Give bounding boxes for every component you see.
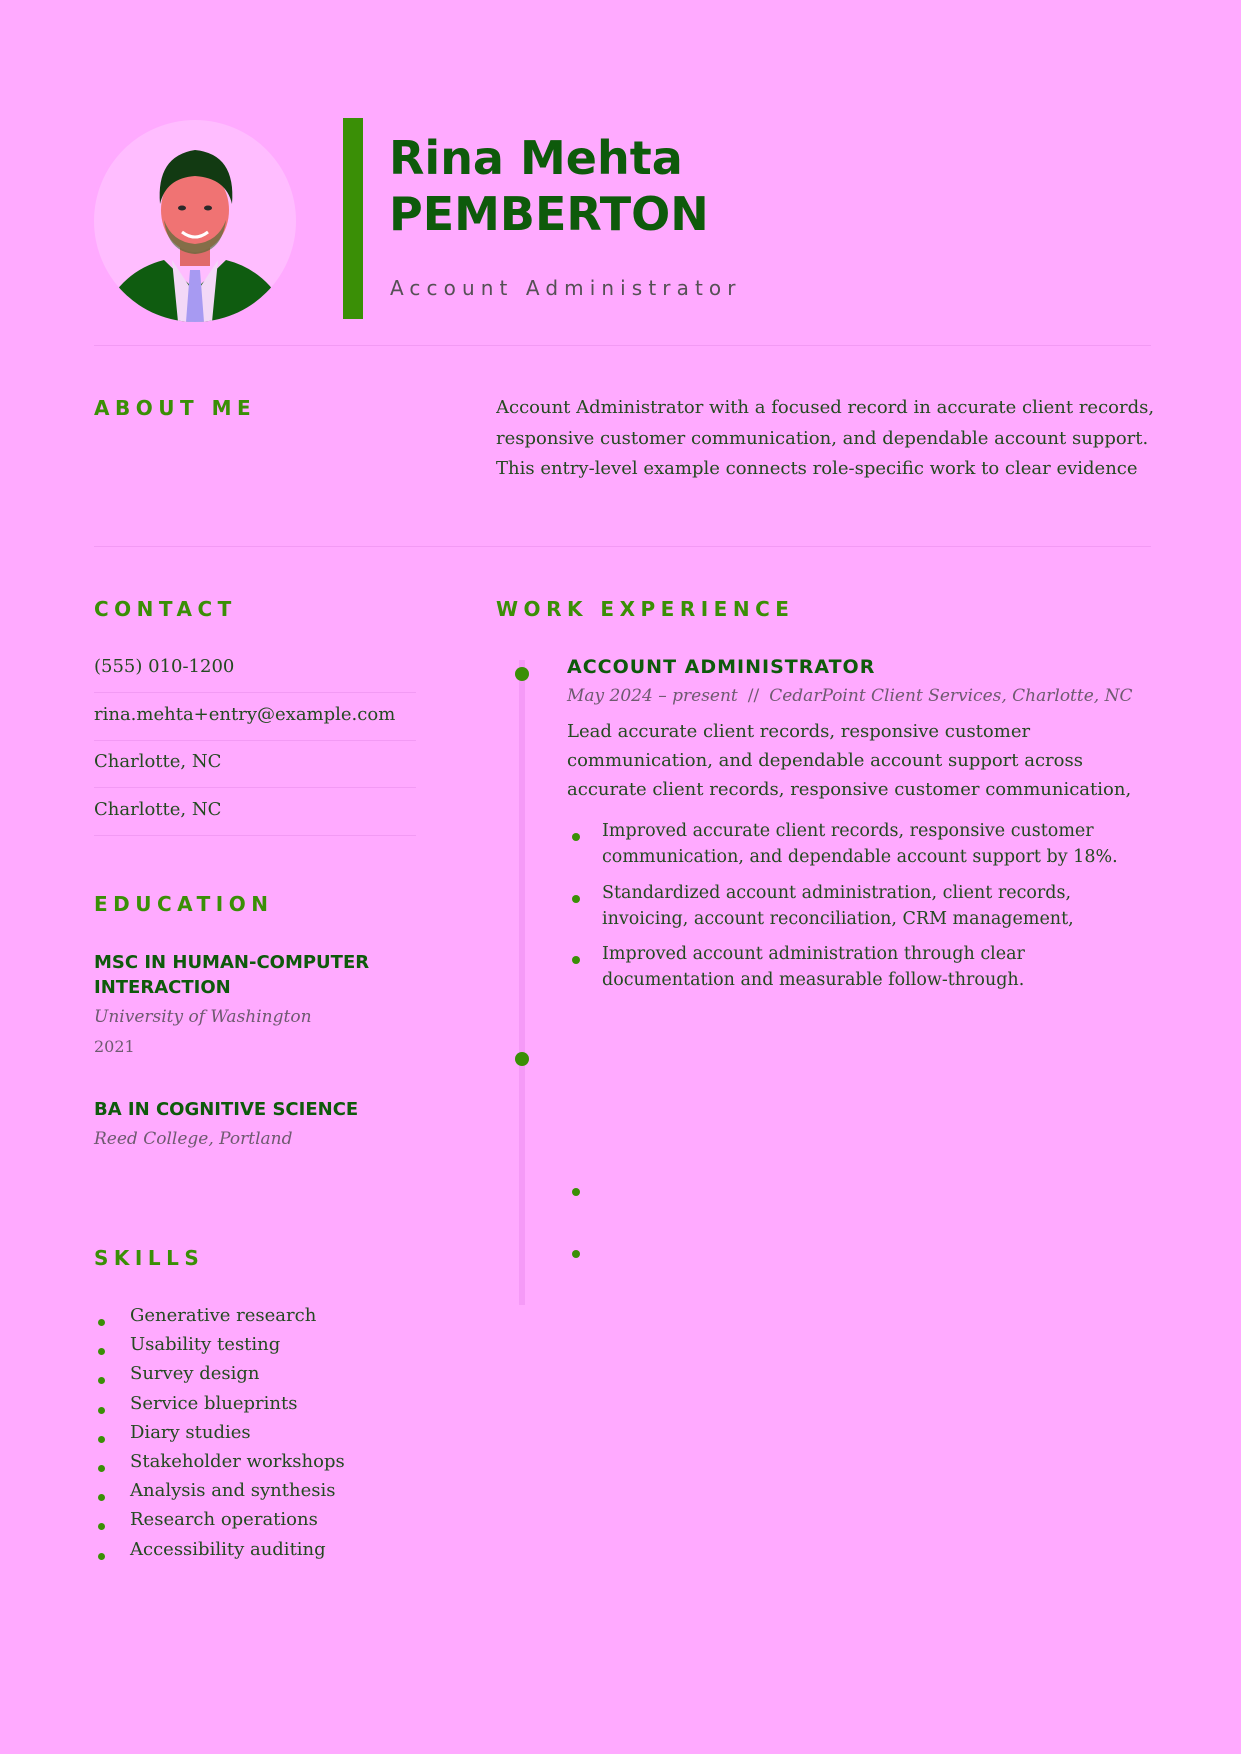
education-degree: MSC IN HUMAN-COMPUTER INTERACTION [94, 952, 370, 998]
bullet-dot [572, 1250, 580, 1258]
skill-item: Stakeholder workshops [94, 1447, 345, 1476]
education-entry [94, 950, 434, 1058]
contact-location: Charlotte, NC [94, 790, 416, 836]
first-name: Rina Mehta [389, 131, 683, 185]
contact-email[interactable]: rina.mehta+entry@example.com [94, 695, 416, 741]
skills-heading: SKILLS [94, 1246, 205, 1270]
bullet-dot [572, 833, 580, 841]
education-heading: EDUCATION [94, 892, 274, 916]
job-summary: Lead accurate client records, responsive customer communication, and dependable account support across accurate client records, responsive customer communication, [567, 721, 1132, 800]
job-title: Account Administrator [390, 276, 742, 300]
job-bullet: Improved account administration through clear documentation and measurable follow-through. [602, 944, 1025, 990]
skill-item: Usability testing [94, 1330, 345, 1359]
job-meta [567, 686, 1132, 706]
skill-item: Accessibility auditing [94, 1535, 345, 1564]
divider [94, 345, 1151, 346]
timeline-dot [515, 667, 529, 681]
bullet-dot [572, 1188, 580, 1196]
education-year: 2021 [94, 1037, 135, 1056]
job-title-heading: ACCOUNT ADMINISTRATOR [567, 656, 876, 678]
divider [94, 546, 1151, 547]
skill-item: Generative research [94, 1301, 345, 1330]
timeline-line [519, 660, 525, 1305]
skill-item: Survey design [94, 1359, 345, 1388]
job-company: CedarPoint Client Services, Charlotte, NC [769, 686, 1133, 706]
contact-list [94, 647, 416, 837]
about-text: Account Administrator with a focused record in accurate client records, responsive customer communication, and dependable account support. This entry-level example connects role-specific work to clear evidence [496, 397, 1155, 479]
contact-heading: CONTACT [94, 597, 237, 621]
experience-heading: WORK EXPERIENCE [496, 597, 795, 621]
education-entry [94, 1097, 434, 1150]
bullet-dot [572, 895, 580, 903]
profile-photo [94, 120, 296, 322]
education-degree: BA IN COGNITIVE SCIENCE [94, 1099, 359, 1120]
job-bullet: Standardized account administration, client records, invoicing, account reconciliation, CRM management, [602, 883, 1074, 929]
skills-list [94, 1301, 345, 1564]
bullet-dot [572, 956, 580, 964]
job-bullet: Improved accurate client records, responsive customer communication, and dependable account support by 18%. [602, 821, 1118, 867]
header-accent-bar [343, 118, 363, 319]
contact-location: Charlotte, NC [94, 742, 416, 788]
contact-phone[interactable]: (555) 010-1200 [94, 647, 416, 693]
timeline-dot [515, 1052, 529, 1066]
candidate-name [389, 130, 709, 242]
education-school: Reed College, Portland [94, 1129, 293, 1149]
skill-item: Analysis and synthesis [94, 1476, 345, 1505]
last-name: PEMBERTON [389, 187, 709, 241]
skill-item: Diary studies [94, 1418, 345, 1447]
skill-item: Research operations [94, 1505, 345, 1534]
skill-item: Service blueprints [94, 1389, 345, 1418]
meta-separator: // [747, 686, 760, 706]
job-dates: May 2024 – present [567, 686, 738, 706]
education-school: University of Washington [94, 1007, 312, 1027]
about-heading: ABOUT ME [94, 396, 257, 420]
portrait-image [94, 120, 296, 322]
